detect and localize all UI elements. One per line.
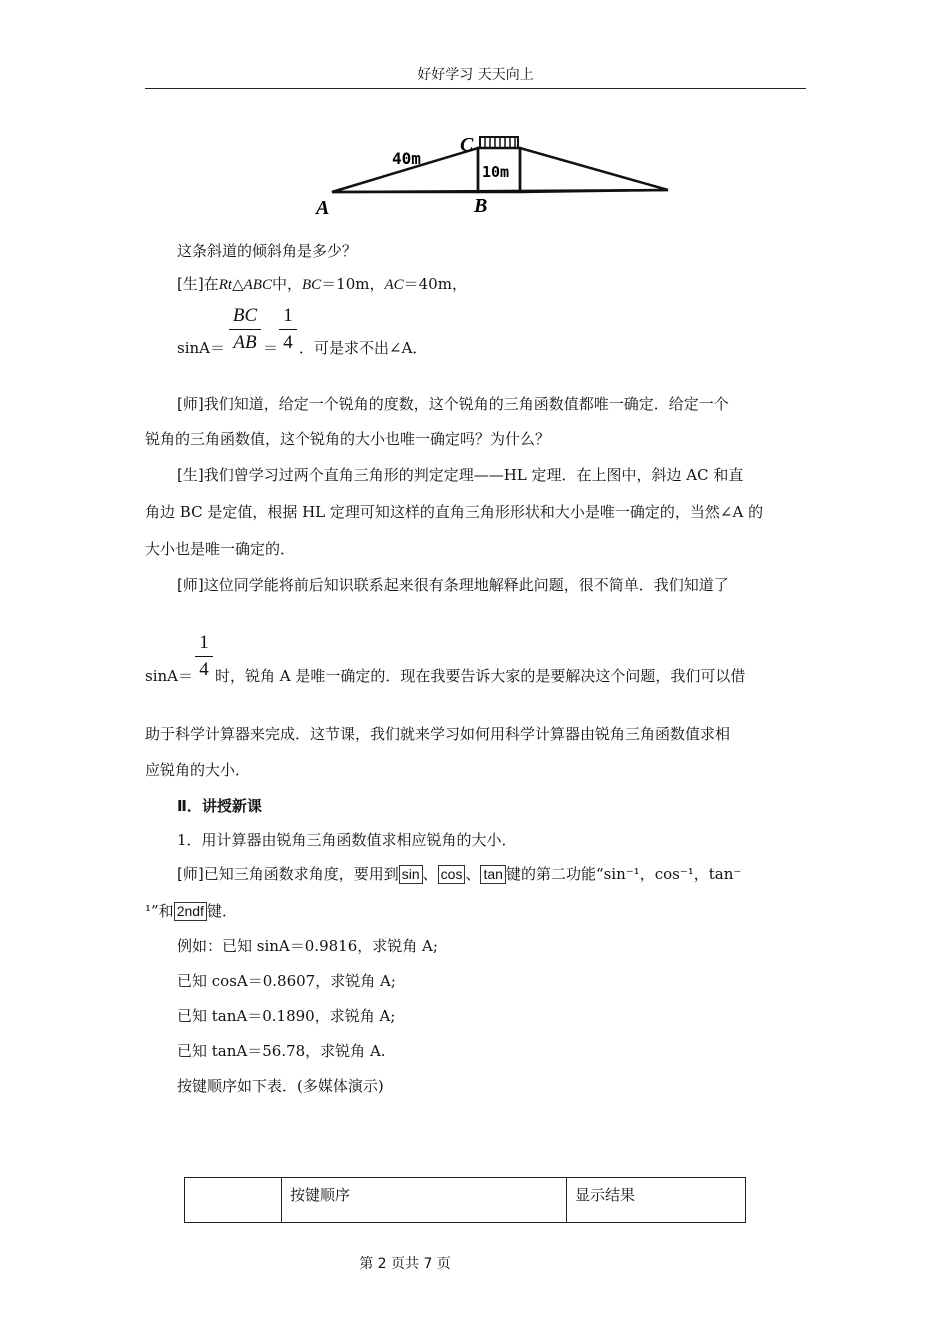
- fraction-bc-ab: [229, 305, 261, 354]
- frac-bar: [229, 329, 261, 330]
- label-c: C: [460, 134, 474, 156]
- p4-sep2: 、: [465, 865, 481, 883]
- frac-num-bc: BC: [232, 305, 258, 326]
- fraction-one-quarter: [279, 305, 297, 354]
- tag-student-2: [生]: [177, 466, 204, 484]
- student-para-2-line-1: [177, 465, 743, 485]
- p4-pre: 已知三角函数求角度，要用到: [203, 865, 399, 883]
- label-a: A: [316, 197, 330, 219]
- tag-teacher-2: [师]: [177, 576, 204, 594]
- cos-key: cos: [438, 865, 466, 884]
- p3-lhs: sinA＝: [145, 667, 193, 685]
- example-1: 例如：已知 sinA＝0.9816，求锐角 A;: [177, 937, 438, 955]
- p4-sep1: 、: [422, 865, 438, 883]
- table-cell-empty: [185, 1178, 282, 1223]
- p3-line1-text: 这位同学能将前后知识联系起来很有条理地解释此问题，很不简单．我们知道了: [203, 576, 729, 594]
- tan-key: tan: [480, 865, 505, 884]
- key-sequence-table: [184, 1177, 746, 1223]
- p2-line1-text: 我们曾学习过两个直角三角形的判定定理——HL 定理．在上图中，斜边 AC 和直: [203, 466, 744, 484]
- tag-teacher-3: [师]: [177, 865, 204, 883]
- example-4: 已知 tanA＝56.78，求锐角 A.: [177, 1042, 386, 1060]
- tag-teacher: [师]: [177, 395, 204, 413]
- teacher-para-3-line-3: 助于科学计算器来完成．这节课，我们就来学习如何用科学计算器由锐角三角函数值求相: [145, 725, 731, 743]
- frac-bar-2: [279, 329, 297, 330]
- frac-den-4: 4: [283, 332, 293, 353]
- fraction-one-quarter-2: [195, 632, 213, 681]
- teacher-para-3-line-4: 应锐角的大小．: [145, 761, 251, 779]
- p4-line2-post: 键．: [206, 902, 237, 920]
- example-3: 已知 tanA＝0.1890，求锐角 A;: [177, 1007, 396, 1025]
- s1-triangle: △: [232, 275, 244, 293]
- railing-bars: [485, 137, 515, 148]
- item-1: 1．用计算器由锐角三角函数值求相应锐角的大小．: [177, 831, 517, 849]
- eq1-equals: ＝: [263, 339, 279, 357]
- teacher-para-1-line-2: 锐角的三角函数值，这个锐角的大小也唯一确定吗？为什么？: [145, 430, 551, 448]
- example-2: 已知 cosA＝0.8607，求锐角 A;: [177, 972, 396, 990]
- s1-bc-value: ＝10m，: [321, 275, 385, 293]
- page-header: 好好学习 天天向上: [145, 62, 806, 89]
- frac2-bar: [195, 656, 213, 657]
- label-hyp: 40m: [392, 149, 421, 168]
- ramp-right-triangle: [520, 148, 668, 192]
- s1-pre: 在: [203, 275, 219, 293]
- sin-key: sin: [399, 865, 423, 884]
- table-header-display-result: 显示结果: [567, 1178, 746, 1223]
- student-para-2-line-2: 角边 BC 是定值，根据 HL 定理可知这样的直角三角形形状和大小是唯一确定的，当然∠A 的: [145, 503, 764, 521]
- teacher-para-1-line-1: [177, 394, 729, 414]
- page-footer: 第 2 页共 7 页: [359, 1256, 451, 1272]
- s1-ac: AC: [384, 277, 404, 293]
- p1-line1-text: 我们知道，给定一个锐角的度数，这个锐角的三角函数值都唯一确定．给定一个: [203, 395, 729, 413]
- frac2-den-4: 4: [199, 659, 209, 680]
- frac-num-1: 1: [283, 305, 293, 326]
- table-header-row: [185, 1178, 746, 1223]
- 2ndf-key: 2ndf: [174, 902, 207, 921]
- s1-bc: BC: [301, 277, 322, 293]
- section-heading: Ⅱ．讲授新课: [177, 797, 262, 815]
- label-height: 10m: [482, 163, 510, 181]
- s1-mid: 中，: [271, 275, 302, 293]
- s1-rt: Rt: [218, 277, 233, 293]
- eq1-lhs: sinA＝: [177, 339, 225, 357]
- student-line-1: [177, 274, 467, 295]
- eq1-tail: ．可是求不出∠A．: [299, 339, 428, 357]
- teacher-para-4-line-1: [177, 864, 741, 884]
- table-intro: 按键顺序如下表．(多媒体演示): [177, 1077, 384, 1095]
- p4-line2-pre: ¹”和: [145, 902, 174, 920]
- frac-den-ab: AB: [233, 332, 257, 353]
- teacher-para-4-line-2: [145, 901, 237, 921]
- teacher-para-3-line-1: [177, 575, 729, 595]
- tag-student: [生]: [177, 275, 204, 293]
- p4-post: 键的第二功能“sin⁻¹，cos⁻¹，tan⁻: [505, 865, 742, 883]
- s1-ac-value: ＝40m，: [403, 275, 467, 293]
- ramp-diagram: [310, 128, 680, 220]
- s1-abc: ABC: [243, 277, 272, 293]
- table-header-key-sequence: 按键顺序: [282, 1178, 567, 1223]
- student-para-2-line-3: 大小也是唯一确定的．: [145, 540, 296, 558]
- frac2-num-1: 1: [199, 632, 209, 653]
- question-line: 这条斜道的倾斜角是多少？: [177, 242, 358, 260]
- label-b: B: [474, 195, 488, 217]
- teacher-para-3-line-2: 时，锐角 A 是唯一确定的．现在我要告诉大家的是要解决这个问题，我们可以借: [215, 667, 746, 685]
